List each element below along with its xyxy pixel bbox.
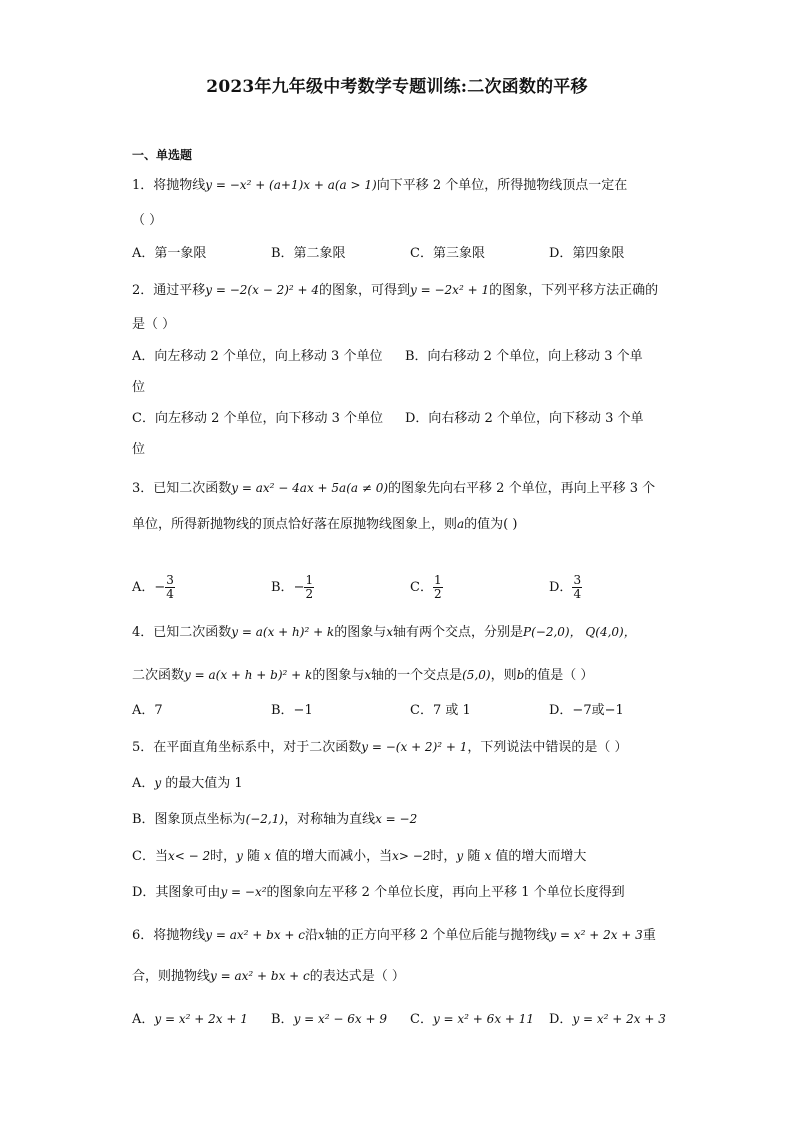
question-6-expression-1: y = ax² + bx + c	[205, 928, 306, 942]
option-label: A．	[132, 580, 155, 595]
question-6-expression-2: y = x² + 2x + 3	[549, 928, 643, 942]
question-4-text-7: ，则	[490, 668, 517, 683]
option-label: B．	[271, 1012, 294, 1027]
condition-1: x< − 2	[167, 849, 211, 863]
question-4-option-d: D．−7或−1	[549, 703, 624, 718]
question-3-option-d	[549, 574, 582, 601]
question-2-text-3: 的图象，下列平移方法正确的	[489, 283, 659, 298]
option-label: D．	[549, 1012, 573, 1027]
denominator: 2	[433, 587, 442, 601]
question-2-option-b-wrap: 位	[132, 380, 146, 395]
option-text: D．其图象可由	[132, 885, 221, 900]
question-3-text-2: 的图象先向右平移 2 个单位，再向上平移 3 个	[388, 481, 656, 496]
question-5-text: 5．在平面直角坐标系中，对于二次函数	[132, 740, 362, 755]
question-4-text-6: 轴的一个交点是	[371, 668, 463, 683]
question-1-text-2: 向下平移 2 个单位，所得抛物线顶点一定在	[376, 178, 628, 193]
option-text-7: 值的增大而增大	[491, 849, 587, 864]
question-1-option-c: C．第三象限	[410, 246, 485, 261]
question-1-paren: （ ）	[132, 213, 163, 228]
denominator: 4	[573, 587, 582, 601]
question-4-stem-wrap	[132, 666, 593, 685]
question-2-option-b: B．向右移动 2 个单位，向上移动 3 个单	[405, 349, 643, 364]
question-6-option-d	[549, 1010, 666, 1029]
option-text-2: ，对称轴为直线	[284, 812, 376, 827]
option-label: B．	[271, 580, 294, 595]
denominator: 4	[166, 587, 174, 601]
question-5-stem	[132, 738, 628, 757]
option-expression: y = x² + 2x + 3	[572, 1012, 666, 1026]
question-2-expression-1: y = −2(x − 2)² + 4	[205, 283, 320, 297]
fraction	[165, 574, 175, 601]
question-4-text-4: 二次函数	[132, 668, 185, 683]
question-5-option-a	[132, 774, 243, 793]
question-3-text-4: 的值为( )	[464, 517, 518, 532]
question-3-stem	[132, 479, 655, 498]
axis-equation: x = −2	[375, 812, 418, 826]
option-expression: y = x² + 6x + 11	[432, 1012, 535, 1026]
question-2-option-d: D．向右移动 2 个单位，向下移动 3 个单	[405, 411, 644, 426]
option-expression: y = x² − 6x + 9	[293, 1012, 388, 1026]
question-4-b-variable: b	[516, 668, 525, 682]
option-text: B．图象顶点坐标为	[132, 812, 246, 827]
question-5-option-d	[132, 883, 625, 902]
question-6-text-6: 的表达式是（ ）	[309, 969, 405, 984]
question-3-option-a	[132, 574, 175, 601]
question-4-option-b: B．−1	[271, 703, 313, 718]
question-5-expression: y = −(x + 2)² + 1	[361, 740, 468, 754]
question-4-option-a: A．7	[132, 703, 163, 718]
expression: y = −x²	[220, 885, 267, 899]
question-1-expression: y = −x² + (a+1)x + a(a > 1)	[205, 178, 377, 192]
question-1-stem	[132, 176, 627, 195]
variable-x-2: x	[484, 849, 492, 863]
question-6-text: 6．将抛物线	[132, 928, 206, 943]
variable-y: y	[154, 776, 162, 790]
numerator: 3	[166, 573, 174, 587]
question-2-expression-2: y = −2x² + 1	[410, 283, 490, 297]
question-6-expression-3: y = ax² + bx + c	[210, 969, 310, 983]
question-1-option-b: B．第二象限	[271, 246, 346, 261]
question-4-point: (5,0)	[462, 668, 491, 682]
question-4-expression-2: y = a(x + h + b)² + k	[184, 668, 313, 682]
option-label: D．	[549, 580, 573, 595]
variable-y: y	[236, 849, 243, 863]
document-title: 2023年九年级中考数学专题训练:二次函数的平移	[206, 77, 588, 97]
numerator: 1	[433, 573, 442, 587]
question-3-option-c	[410, 574, 443, 601]
question-2-stem	[132, 281, 658, 300]
option-text-2: 时，	[210, 849, 237, 864]
question-5-text-2: ，下列说法中错误的是（ ）	[467, 740, 628, 755]
fraction	[572, 574, 582, 601]
question-4-text-3: 轴有两个交点，分别是	[393, 625, 524, 640]
variable-x: x	[264, 849, 271, 863]
question-6-x-variable: x	[318, 928, 325, 942]
question-6-text-4: 重	[642, 928, 656, 943]
question-5-option-b	[132, 810, 417, 829]
question-3-text: 3．已知二次函数	[132, 481, 232, 496]
question-1-option-d: D．第四象限	[549, 246, 625, 261]
question-4-text-8: 的值是（ ）	[524, 668, 594, 683]
option-expression: y = x² + 2x + 1	[154, 1012, 248, 1026]
question-2-option-c: C．向左移动 2 个单位，向下移动 3 个单位	[132, 411, 384, 426]
numerator: 1	[305, 573, 314, 587]
question-3-variable: a	[457, 517, 465, 531]
option-text-6: 随	[463, 849, 485, 864]
question-4-text-2: 的图象与	[334, 625, 387, 640]
question-4-x-variable: x	[386, 625, 394, 639]
question-6-text-5: 合，则抛物线	[132, 969, 211, 984]
question-4-point-p: P(−2,0)	[523, 625, 570, 639]
option-sign: −	[154, 580, 166, 595]
question-4-option-c: C．7 或 1	[410, 703, 471, 718]
question-4-stem	[132, 623, 636, 642]
question-4-text: 4．已知二次函数	[132, 625, 232, 640]
numerator: 3	[573, 573, 582, 587]
question-4-point-q: ， Q(4,0)，	[569, 625, 636, 639]
question-2-text-2: 的图象，可得到	[319, 283, 411, 298]
question-2-stem-wrap: 是（ ）	[132, 317, 176, 332]
question-3-expression: y = ax² − 4ax + 5a(a ≠ 0)	[231, 481, 389, 495]
question-4-expression-1: y = a(x + h)² + k	[231, 625, 335, 639]
question-5-option-c	[132, 847, 586, 866]
question-3-text-3: 单位，所得新抛物线的顶点恰好落在原抛物线图象上，则	[132, 517, 458, 532]
option-label: A．	[132, 1012, 155, 1027]
condition-2: x> −2	[392, 849, 431, 863]
question-3-stem-wrap	[132, 515, 517, 534]
question-4-x-variable-2: x	[364, 668, 372, 682]
question-2-option-a: A．向左移动 2 个单位，向上移动 3 个单位	[132, 349, 383, 364]
option-text-3: 随	[242, 849, 265, 864]
section-heading: 一、单选题	[132, 148, 193, 162]
question-1-text: 1．将抛物线	[132, 178, 206, 193]
fraction	[304, 574, 314, 601]
question-2-option-d-wrap: 位	[132, 442, 146, 457]
option-text-4: 值的增大而减小，当	[270, 849, 393, 864]
question-6-text-2: 沿	[305, 928, 319, 943]
fraction	[433, 574, 443, 601]
question-6-text-3: 轴的正方向平移 2 个单位后能与抛物线	[324, 928, 550, 943]
option-sign: −	[293, 580, 305, 595]
option-text: 的最大值为 1	[161, 776, 243, 791]
question-1-option-a: A．第一象限	[132, 246, 207, 261]
option-label: C．	[410, 580, 433, 595]
variable-y-2: y	[456, 849, 464, 863]
question-2-text: 2．通过平移	[132, 283, 206, 298]
question-6-option-c	[410, 1010, 534, 1029]
question-6-stem	[132, 926, 656, 945]
question-6-stem-wrap	[132, 967, 405, 986]
question-6-option-b	[271, 1010, 387, 1029]
option-text-5: 时，	[430, 849, 457, 864]
question-6-option-a	[132, 1010, 248, 1029]
denominator: 2	[305, 587, 314, 601]
question-4-text-5: 的图象与	[312, 668, 365, 683]
vertex-point: (−2,1)	[245, 812, 285, 826]
question-3-option-b	[271, 574, 314, 601]
option-text-2: 的图象向左平移 2 个单位长度，再向上平移 1 个单位长度得到	[266, 885, 625, 900]
option-text: C．当	[132, 849, 168, 864]
option-label: C．	[410, 1012, 433, 1027]
option-label: A．	[132, 776, 155, 791]
